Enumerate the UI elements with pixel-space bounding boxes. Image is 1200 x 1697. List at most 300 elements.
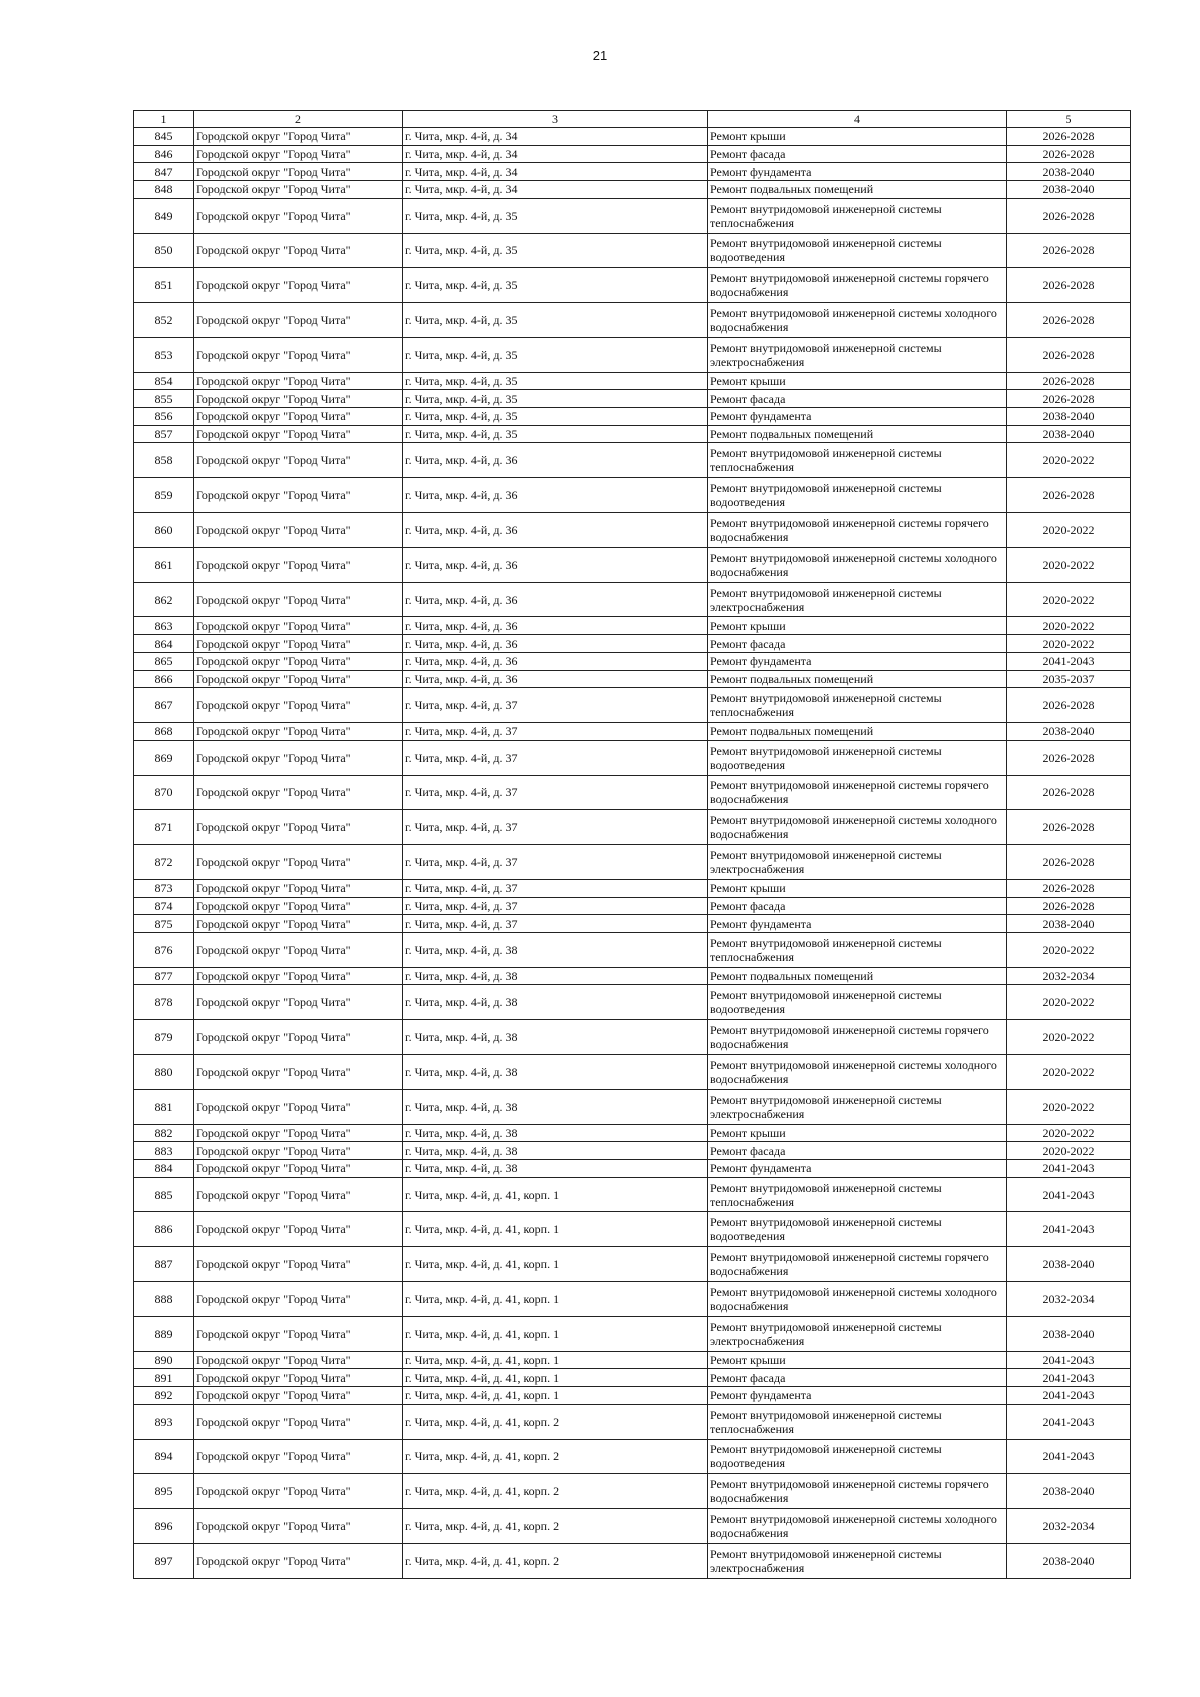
period-cell: 2026-2028 (1007, 897, 1131, 915)
work-type-cell: Ремонт внутридомовой инженерной системы электроснабжения (708, 845, 1007, 880)
work-type-cell: Ремонт внутридомовой инженерной системы горячего водоснабжения (708, 513, 1007, 548)
municipality-cell: Городской округ "Город Чита" (194, 513, 403, 548)
municipality-cell: Городской округ "Город Чита" (194, 372, 403, 390)
address-cell: г. Чита, мкр. 4-й, д. 36 (403, 652, 708, 670)
table-row (134, 547, 1131, 582)
municipality-cell: Городской округ "Город Чита" (194, 810, 403, 845)
address-cell: г. Чита, мкр. 4-й, д. 37 (403, 740, 708, 775)
row-number: 873 (134, 879, 194, 897)
period-cell: 2041-2043 (1007, 1404, 1131, 1439)
table-row (134, 810, 1131, 845)
row-number: 868 (134, 723, 194, 741)
table-row (134, 443, 1131, 478)
table-header-row (134, 111, 1131, 128)
municipality-cell: Городской округ "Город Чита" (194, 915, 403, 933)
address-cell: г. Чита, мкр. 4-й, д. 37 (403, 897, 708, 915)
row-number: 852 (134, 303, 194, 338)
table-row (134, 233, 1131, 268)
table-row (134, 1020, 1131, 1055)
table-row (134, 582, 1131, 617)
municipality-cell: Городской округ "Город Чита" (194, 145, 403, 163)
period-cell: 2038-2040 (1007, 723, 1131, 741)
row-number: 854 (134, 372, 194, 390)
row-number: 889 (134, 1316, 194, 1351)
work-type-cell: Ремонт внутридомовой инженерной системы холодного водоснабжения (708, 547, 1007, 582)
table-row (134, 337, 1131, 372)
table-row (134, 1089, 1131, 1124)
period-cell: 2041-2043 (1007, 652, 1131, 670)
row-number: 887 (134, 1247, 194, 1282)
address-cell: г. Чита, мкр. 4-й, д. 41, корп. 1 (403, 1369, 708, 1387)
address-cell: г. Чита, мкр. 4-й, д. 41, корп. 1 (403, 1316, 708, 1351)
address-cell: г. Чита, мкр. 4-й, д. 41, корп. 1 (403, 1351, 708, 1369)
period-cell: 2020-2022 (1007, 617, 1131, 635)
address-cell: г. Чита, мкр. 4-й, д. 34 (403, 128, 708, 146)
period-cell: 2026-2028 (1007, 478, 1131, 513)
municipality-cell: Городской округ "Город Чита" (194, 688, 403, 723)
table-row (134, 1177, 1131, 1212)
row-number: 851 (134, 268, 194, 303)
period-cell: 2026-2028 (1007, 775, 1131, 810)
work-type-cell: Ремонт внутридомовой инженерной системы теплоснабжения (708, 198, 1007, 233)
row-number: 861 (134, 547, 194, 582)
period-cell: 2032-2034 (1007, 967, 1131, 985)
work-type-cell: Ремонт фундамента (708, 1160, 1007, 1178)
period-cell: 2038-2040 (1007, 163, 1131, 181)
row-number: 884 (134, 1160, 194, 1178)
work-type-cell: Ремонт внутридомовой инженерной системы водоотведения (708, 1439, 1007, 1474)
table-row (134, 1316, 1131, 1351)
table-row (134, 1247, 1131, 1282)
municipality-cell: Городской округ "Город Чита" (194, 181, 403, 199)
municipality-cell: Городской округ "Город Чита" (194, 425, 403, 443)
municipality-cell: Городской округ "Город Чита" (194, 128, 403, 146)
address-cell: г. Чита, мкр. 4-й, д. 37 (403, 723, 708, 741)
table-row (134, 1055, 1131, 1090)
address-cell: г. Чита, мкр. 4-й, д. 35 (403, 408, 708, 426)
address-cell: г. Чита, мкр. 4-й, д. 41, корп. 2 (403, 1439, 708, 1474)
address-cell: г. Чита, мкр. 4-й, д. 37 (403, 810, 708, 845)
address-cell: г. Чита, мкр. 4-й, д. 36 (403, 547, 708, 582)
municipality-cell: Городской округ "Город Чита" (194, 1089, 403, 1124)
municipality-cell: Городской округ "Город Чита" (194, 740, 403, 775)
work-type-cell: Ремонт фундамента (708, 915, 1007, 933)
address-cell: г. Чита, мкр. 4-й, д. 41, корп. 1 (403, 1282, 708, 1317)
table-row (134, 1160, 1131, 1178)
address-cell: г. Чита, мкр. 4-й, д. 38 (403, 967, 708, 985)
row-number: 862 (134, 582, 194, 617)
row-number: 857 (134, 425, 194, 443)
municipality-cell: Городской округ "Город Чита" (194, 1282, 403, 1317)
address-cell: г. Чита, мкр. 4-й, д. 41, корп. 2 (403, 1543, 708, 1578)
address-cell: г. Чита, мкр. 4-й, д. 35 (403, 198, 708, 233)
address-cell: г. Чита, мкр. 4-й, д. 36 (403, 443, 708, 478)
address-cell: г. Чита, мкр. 4-й, д. 35 (403, 425, 708, 443)
row-number: 846 (134, 145, 194, 163)
address-cell: г. Чита, мкр. 4-й, д. 37 (403, 775, 708, 810)
period-cell: 2038-2040 (1007, 408, 1131, 426)
municipality-cell: Городской округ "Город Чита" (194, 652, 403, 670)
address-cell: г. Чита, мкр. 4-й, д. 35 (403, 233, 708, 268)
municipality-cell: Городской округ "Город Чита" (194, 478, 403, 513)
municipality-cell: Городской округ "Город Чита" (194, 1124, 403, 1142)
column-header: 3 (403, 111, 708, 128)
period-cell: 2026-2028 (1007, 128, 1131, 146)
municipality-cell: Городской округ "Город Чита" (194, 1369, 403, 1387)
work-type-cell: Ремонт внутридомовой инженерной системы холодного водоснабжения (708, 303, 1007, 338)
address-cell: г. Чита, мкр. 4-й, д. 41, корп. 1 (403, 1387, 708, 1405)
address-cell: г. Чита, мкр. 4-й, д. 41, корп. 1 (403, 1212, 708, 1247)
work-type-cell: Ремонт внутридомовой инженерной системы водоотведения (708, 233, 1007, 268)
work-type-cell: Ремонт крыши (708, 1351, 1007, 1369)
municipality-cell: Городской округ "Город Чита" (194, 1543, 403, 1578)
period-cell: 2026-2028 (1007, 688, 1131, 723)
address-cell: г. Чита, мкр. 4-й, д. 35 (403, 337, 708, 372)
work-type-cell: Ремонт фасада (708, 897, 1007, 915)
row-number: 845 (134, 128, 194, 146)
work-type-cell: Ремонт внутридомовой инженерной системы теплоснабжения (708, 932, 1007, 967)
table-row (134, 1282, 1131, 1317)
municipality-cell: Городской округ "Город Чита" (194, 443, 403, 478)
work-type-cell: Ремонт внутридомовой инженерной системы водоотведения (708, 985, 1007, 1020)
municipality-cell: Городской округ "Город Чита" (194, 775, 403, 810)
row-number: 855 (134, 390, 194, 408)
address-cell: г. Чита, мкр. 4-й, д. 35 (403, 268, 708, 303)
work-type-cell: Ремонт крыши (708, 879, 1007, 897)
address-cell: г. Чита, мкр. 4-й, д. 36 (403, 478, 708, 513)
row-number: 863 (134, 617, 194, 635)
work-type-cell: Ремонт фасада (708, 1369, 1007, 1387)
municipality-cell: Городской округ "Город Чита" (194, 1020, 403, 1055)
table-row (134, 372, 1131, 390)
table-row (134, 652, 1131, 670)
row-number: 874 (134, 897, 194, 915)
municipality-cell: Городской округ "Город Чита" (194, 967, 403, 985)
row-number: 893 (134, 1404, 194, 1439)
period-cell: 2038-2040 (1007, 425, 1131, 443)
table-row (134, 985, 1131, 1020)
work-type-cell: Ремонт фасада (708, 635, 1007, 653)
row-number: 891 (134, 1369, 194, 1387)
table-row (134, 879, 1131, 897)
municipality-cell: Городской округ "Город Чита" (194, 1404, 403, 1439)
period-cell: 2041-2043 (1007, 1351, 1131, 1369)
period-cell: 2032-2034 (1007, 1509, 1131, 1544)
municipality-cell: Городской округ "Город Чита" (194, 268, 403, 303)
municipality-cell: Городской округ "Город Чита" (194, 408, 403, 426)
address-cell: г. Чита, мкр. 4-й, д. 35 (403, 390, 708, 408)
address-cell: г. Чита, мкр. 4-й, д. 34 (403, 181, 708, 199)
work-type-cell: Ремонт фундамента (708, 163, 1007, 181)
work-type-cell: Ремонт внутридомовой инженерной системы водоотведения (708, 478, 1007, 513)
work-type-cell: Ремонт внутридомовой инженерной системы горячего водоснабжения (708, 1474, 1007, 1509)
period-cell: 2038-2040 (1007, 181, 1131, 199)
address-cell: г. Чита, мкр. 4-й, д. 41, корп. 2 (403, 1474, 708, 1509)
municipality-cell: Городской округ "Город Чита" (194, 1439, 403, 1474)
work-type-cell: Ремонт внутридомовой инженерной системы холодного водоснабжения (708, 1282, 1007, 1317)
work-type-cell: Ремонт внутридомовой инженерной системы теплоснабжения (708, 688, 1007, 723)
period-cell: 2026-2028 (1007, 198, 1131, 233)
table-row (134, 1474, 1131, 1509)
address-cell: г. Чита, мкр. 4-й, д. 38 (403, 1055, 708, 1090)
work-type-cell: Ремонт подвальных помещений (708, 425, 1007, 443)
period-cell: 2038-2040 (1007, 1247, 1131, 1282)
address-cell: г. Чита, мкр. 4-й, д. 37 (403, 915, 708, 933)
row-number: 849 (134, 198, 194, 233)
municipality-cell: Городской округ "Город Чита" (194, 1387, 403, 1405)
period-cell: 2038-2040 (1007, 1316, 1131, 1351)
period-cell: 2026-2028 (1007, 879, 1131, 897)
address-cell: г. Чита, мкр. 4-й, д. 37 (403, 879, 708, 897)
table-row (134, 1387, 1131, 1405)
row-number: 883 (134, 1142, 194, 1160)
work-type-cell: Ремонт внутридомовой инженерной системы электроснабжения (708, 1089, 1007, 1124)
table-row (134, 163, 1131, 181)
address-cell: г. Чита, мкр. 4-й, д. 38 (403, 1089, 708, 1124)
address-cell: г. Чита, мкр. 4-й, д. 37 (403, 845, 708, 880)
table-row (134, 1142, 1131, 1160)
row-number: 860 (134, 513, 194, 548)
municipality-cell: Городской округ "Город Чита" (194, 932, 403, 967)
work-type-cell: Ремонт внутридомовой инженерной системы теплоснабжения (708, 1177, 1007, 1212)
period-cell: 2026-2028 (1007, 845, 1131, 880)
table-row (134, 478, 1131, 513)
period-cell: 2020-2022 (1007, 513, 1131, 548)
period-cell: 2020-2022 (1007, 932, 1131, 967)
table-row (134, 670, 1131, 688)
address-cell: г. Чита, мкр. 4-й, д. 34 (403, 145, 708, 163)
municipality-cell: Городской округ "Город Чита" (194, 670, 403, 688)
work-type-cell: Ремонт фасада (708, 390, 1007, 408)
row-number: 856 (134, 408, 194, 426)
table-row (134, 268, 1131, 303)
period-cell: 2026-2028 (1007, 268, 1131, 303)
column-header: 1 (134, 111, 194, 128)
municipality-cell: Городской округ "Город Чита" (194, 1212, 403, 1247)
table-row (134, 408, 1131, 426)
table-row (134, 617, 1131, 635)
row-number: 897 (134, 1543, 194, 1578)
row-number: 871 (134, 810, 194, 845)
work-type-cell: Ремонт подвальных помещений (708, 967, 1007, 985)
period-cell: 2041-2043 (1007, 1177, 1131, 1212)
address-cell: г. Чита, мкр. 4-й, д. 41, корп. 1 (403, 1177, 708, 1212)
row-number: 892 (134, 1387, 194, 1405)
period-cell: 2020-2022 (1007, 985, 1131, 1020)
address-cell: г. Чита, мкр. 4-й, д. 38 (403, 1124, 708, 1142)
row-number: 866 (134, 670, 194, 688)
period-cell: 2026-2028 (1007, 740, 1131, 775)
municipality-cell: Городской округ "Город Чита" (194, 337, 403, 372)
municipality-cell: Городской округ "Город Чита" (194, 635, 403, 653)
work-type-cell: Ремонт внутридомовой инженерной системы электроснабжения (708, 1543, 1007, 1578)
address-cell: г. Чита, мкр. 4-й, д. 41, корп. 1 (403, 1247, 708, 1282)
work-type-cell: Ремонт подвальных помещений (708, 181, 1007, 199)
period-cell: 2026-2028 (1007, 810, 1131, 845)
period-cell: 2038-2040 (1007, 915, 1131, 933)
table-row (134, 1351, 1131, 1369)
row-number: 848 (134, 181, 194, 199)
address-cell: г. Чита, мкр. 4-й, д. 38 (403, 1142, 708, 1160)
table-row (134, 425, 1131, 443)
period-cell: 2041-2043 (1007, 1369, 1131, 1387)
row-number: 879 (134, 1020, 194, 1055)
row-number: 878 (134, 985, 194, 1020)
row-number: 876 (134, 932, 194, 967)
row-number: 885 (134, 1177, 194, 1212)
table-row (134, 932, 1131, 967)
address-cell: г. Чита, мкр. 4-й, д. 38 (403, 985, 708, 1020)
table-row (134, 897, 1131, 915)
period-cell: 2038-2040 (1007, 1543, 1131, 1578)
address-cell: г. Чита, мкр. 4-й, д. 38 (403, 932, 708, 967)
work-type-cell: Ремонт подвальных помещений (708, 723, 1007, 741)
address-cell: г. Чита, мкр. 4-й, д. 35 (403, 372, 708, 390)
work-type-cell: Ремонт внутридомовой инженерной системы водоотведения (708, 740, 1007, 775)
work-type-cell: Ремонт внутридомовой инженерной системы водоотведения (708, 1212, 1007, 1247)
municipality-cell: Городской округ "Город Чита" (194, 723, 403, 741)
period-cell: 2020-2022 (1007, 1124, 1131, 1142)
period-cell: 2026-2028 (1007, 145, 1131, 163)
period-cell: 2041-2043 (1007, 1439, 1131, 1474)
work-type-cell: Ремонт фундамента (708, 1387, 1007, 1405)
work-type-cell: Ремонт внутридомовой инженерной системы теплоснабжения (708, 443, 1007, 478)
page-number: 21 (592, 48, 608, 63)
municipality-cell: Городской округ "Город Чита" (194, 1247, 403, 1282)
address-cell: г. Чита, мкр. 4-й, д. 34 (403, 163, 708, 181)
period-cell: 2038-2040 (1007, 1474, 1131, 1509)
address-cell: г. Чита, мкр. 4-й, д. 41, корп. 2 (403, 1509, 708, 1544)
period-cell: 2035-2037 (1007, 670, 1131, 688)
period-cell: 2026-2028 (1007, 372, 1131, 390)
municipality-cell: Городской округ "Город Чита" (194, 1509, 403, 1544)
municipality-cell: Городской округ "Город Чита" (194, 1316, 403, 1351)
table-row (134, 198, 1131, 233)
column-header: 4 (708, 111, 1007, 128)
row-number: 882 (134, 1124, 194, 1142)
municipality-cell: Городской округ "Город Чита" (194, 845, 403, 880)
table-row (134, 181, 1131, 199)
work-type-cell: Ремонт внутридомовой инженерной системы электроснабжения (708, 582, 1007, 617)
table-row (134, 845, 1131, 880)
work-type-cell: Ремонт фундамента (708, 652, 1007, 670)
work-type-cell: Ремонт внутридомовой инженерной системы горячего водоснабжения (708, 1020, 1007, 1055)
row-number: 881 (134, 1089, 194, 1124)
address-cell: г. Чита, мкр. 4-й, д. 38 (403, 1020, 708, 1055)
row-number: 880 (134, 1055, 194, 1090)
work-type-cell: Ремонт внутридомовой инженерной системы горячего водоснабжения (708, 775, 1007, 810)
row-number: 858 (134, 443, 194, 478)
period-cell: 2041-2043 (1007, 1387, 1131, 1405)
municipality-cell: Городской округ "Город Чита" (194, 547, 403, 582)
table-row (134, 1212, 1131, 1247)
work-type-cell: Ремонт крыши (708, 1124, 1007, 1142)
row-number: 895 (134, 1474, 194, 1509)
period-cell: 2026-2028 (1007, 337, 1131, 372)
table-row (134, 1124, 1131, 1142)
period-cell: 2020-2022 (1007, 1020, 1131, 1055)
row-number: 877 (134, 967, 194, 985)
period-cell: 2020-2022 (1007, 635, 1131, 653)
work-type-cell: Ремонт подвальных помещений (708, 670, 1007, 688)
municipality-cell: Городской округ "Город Чита" (194, 1142, 403, 1160)
period-cell: 2020-2022 (1007, 582, 1131, 617)
address-cell: г. Чита, мкр. 4-й, д. 38 (403, 1160, 708, 1178)
address-cell: г. Чита, мкр. 4-й, д. 37 (403, 688, 708, 723)
table-row (134, 723, 1131, 741)
table-row (134, 1404, 1131, 1439)
work-type-cell: Ремонт фасада (708, 145, 1007, 163)
row-number: 890 (134, 1351, 194, 1369)
period-cell: 2020-2022 (1007, 443, 1131, 478)
municipality-cell: Городской округ "Город Чита" (194, 303, 403, 338)
row-number: 859 (134, 478, 194, 513)
period-cell: 2020-2022 (1007, 1089, 1131, 1124)
repair-schedule-table (133, 110, 1131, 1579)
work-type-cell: Ремонт фундамента (708, 408, 1007, 426)
period-cell: 2020-2022 (1007, 547, 1131, 582)
period-cell: 2020-2022 (1007, 1142, 1131, 1160)
row-number: 888 (134, 1282, 194, 1317)
column-header: 5 (1007, 111, 1131, 128)
municipality-cell: Городской округ "Город Чита" (194, 390, 403, 408)
work-type-cell: Ремонт крыши (708, 372, 1007, 390)
row-number: 850 (134, 233, 194, 268)
municipality-cell: Городской округ "Город Чита" (194, 617, 403, 635)
row-number: 875 (134, 915, 194, 933)
table-row (134, 967, 1131, 985)
table-row (134, 513, 1131, 548)
municipality-cell: Городской округ "Город Чита" (194, 198, 403, 233)
table-row (134, 390, 1131, 408)
row-number: 870 (134, 775, 194, 810)
period-cell: 2032-2034 (1007, 1282, 1131, 1317)
table-row (134, 915, 1131, 933)
municipality-cell: Городской округ "Город Чита" (194, 1474, 403, 1509)
column-header: 2 (194, 111, 403, 128)
municipality-cell: Городской округ "Город Чита" (194, 1351, 403, 1369)
table-row (134, 128, 1131, 146)
address-cell: г. Чита, мкр. 4-й, д. 36 (403, 670, 708, 688)
municipality-cell: Городской округ "Город Чита" (194, 163, 403, 181)
table-row (134, 1439, 1131, 1474)
period-cell: 2041-2043 (1007, 1160, 1131, 1178)
row-number: 886 (134, 1212, 194, 1247)
work-type-cell: Ремонт внутридомовой инженерной системы горячего водоснабжения (708, 1247, 1007, 1282)
work-type-cell: Ремонт внутридомовой инженерной системы холодного водоснабжения (708, 1509, 1007, 1544)
period-cell: 2026-2028 (1007, 390, 1131, 408)
row-number: 872 (134, 845, 194, 880)
period-cell: 2041-2043 (1007, 1212, 1131, 1247)
municipality-cell: Городской округ "Город Чита" (194, 985, 403, 1020)
municipality-cell: Городской округ "Город Чита" (194, 233, 403, 268)
table-row (134, 1509, 1131, 1544)
address-cell: г. Чита, мкр. 4-й, д. 36 (403, 582, 708, 617)
row-number: 865 (134, 652, 194, 670)
work-type-cell: Ремонт внутридомовой инженерной системы горячего водоснабжения (708, 268, 1007, 303)
row-number: 847 (134, 163, 194, 181)
work-type-cell: Ремонт внутридомовой инженерной системы холодного водоснабжения (708, 1055, 1007, 1090)
table-row (134, 1543, 1131, 1578)
table-row (134, 740, 1131, 775)
work-type-cell: Ремонт крыши (708, 617, 1007, 635)
work-type-cell: Ремонт фасада (708, 1142, 1007, 1160)
municipality-cell: Городской округ "Город Чита" (194, 1177, 403, 1212)
table-row (134, 688, 1131, 723)
row-number: 896 (134, 1509, 194, 1544)
address-cell: г. Чита, мкр. 4-й, д. 41, корп. 2 (403, 1404, 708, 1439)
period-cell: 2026-2028 (1007, 303, 1131, 338)
